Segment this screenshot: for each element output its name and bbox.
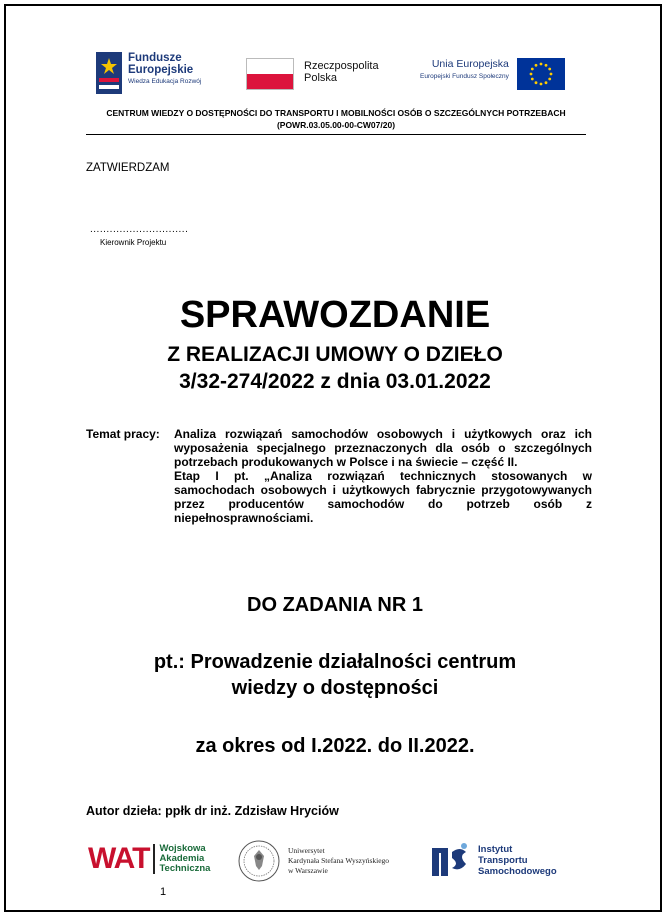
its-line1: Instytut bbox=[478, 843, 513, 855]
its-line2: Transportu bbox=[478, 854, 528, 866]
rp-line2: Polska bbox=[304, 72, 338, 84]
author-line: Autor dzieła: ppłk dr inż. Zdzisław Hryciów bbox=[86, 804, 339, 818]
uksw-line2: Kardynała Stefana Wyszyńskiego bbox=[288, 856, 390, 865]
page-number: 1 bbox=[160, 886, 167, 898]
pt-line1: pt.: Prowadzenie działalności centrum bbox=[153, 651, 517, 673]
temat-pracy-section bbox=[86, 427, 592, 525]
eu-flag-icon bbox=[517, 58, 565, 90]
its-line3: Samochodowego bbox=[478, 865, 557, 877]
wat-divider bbox=[153, 844, 155, 874]
document-title: SPRAWOZDANIE bbox=[179, 294, 491, 336]
polish-flag-icon bbox=[246, 58, 294, 90]
document-subtitle: Z REALIZACJI UMOWY O DZIEŁO bbox=[167, 343, 503, 366]
fe-subtitle: Wiedza Edukacja Rozwój bbox=[128, 78, 202, 85]
rzeczpospolita-polska-logo bbox=[246, 58, 379, 90]
ue-subtitle: Europejski Fundusz Społeczny bbox=[420, 73, 509, 80]
ue-title: Unia Europejska bbox=[431, 58, 509, 70]
fundusze-europejskie-logo bbox=[96, 52, 201, 94]
fe-title-line1: Fundusze bbox=[128, 52, 182, 64]
wat-line1: Wojskowa bbox=[159, 843, 206, 854]
zatwierdzam-label: ZATWIERDZAM bbox=[86, 162, 170, 174]
wat-line3: Techniczna bbox=[159, 863, 211, 874]
signature-line: .............................. bbox=[90, 224, 189, 235]
temat-label: Temat pracy: bbox=[86, 427, 160, 441]
period-heading: za okres od I.2022. do II.2022. bbox=[195, 735, 475, 757]
fe-star-icon bbox=[96, 52, 122, 94]
its-mark-icon bbox=[430, 840, 470, 880]
zadanie-heading: DO ZADANIA NR 1 bbox=[247, 594, 423, 616]
rp-line1: Rzeczpospolita bbox=[304, 60, 379, 72]
centrum-line2: (POWR.03.05.00-00-CW07/20) bbox=[276, 120, 396, 130]
its-logo bbox=[430, 840, 557, 880]
uksw-logo bbox=[238, 840, 389, 882]
unia-europejska-logo bbox=[420, 58, 565, 90]
temat-paragraph-2: Etap I pt. „Analiza rozwiązań technicznych stosowanych w samochodach osobowych i użytkowych fabrycznie przygotowywanych przez producentów samochodów do potrzeb osób z niepełnosprawnościami. bbox=[174, 469, 592, 525]
wat-logo bbox=[88, 842, 210, 876]
wat-mark: WAT bbox=[88, 842, 150, 875]
fe-title-line2: Europejskie bbox=[128, 64, 194, 76]
centrum-line1: CENTRUM WIEDZY O DOSTĘPNOŚCI DO TRANSPORTU I MOBILNOŚCI OSÓB O SZCZEGÓLNYCH POTRZEBACH bbox=[106, 108, 566, 118]
project-header bbox=[86, 107, 586, 131]
university-seal-icon bbox=[238, 840, 280, 882]
uksw-line3: w Warszawie bbox=[288, 866, 328, 875]
uksw-line1: Uniwersytet bbox=[288, 846, 325, 855]
temat-paragraph-1: Analiza rozwiązań samochodów osobowych i użytkowych oraz ich wyposażenia specjalnego przeznaczonych dla osób o szczególnych potrzebach produkowanych w Polsce i na świecie – część II. bbox=[174, 427, 592, 469]
contract-number: 3/32-274/2022 z dnia 03.01.2022 bbox=[179, 370, 491, 393]
wat-line2: Akademia bbox=[159, 853, 205, 864]
pt-line2: wiedzy o dostępności bbox=[231, 677, 439, 699]
signature-label: Kierownik Projektu bbox=[100, 238, 167, 247]
header-divider bbox=[86, 134, 586, 135]
